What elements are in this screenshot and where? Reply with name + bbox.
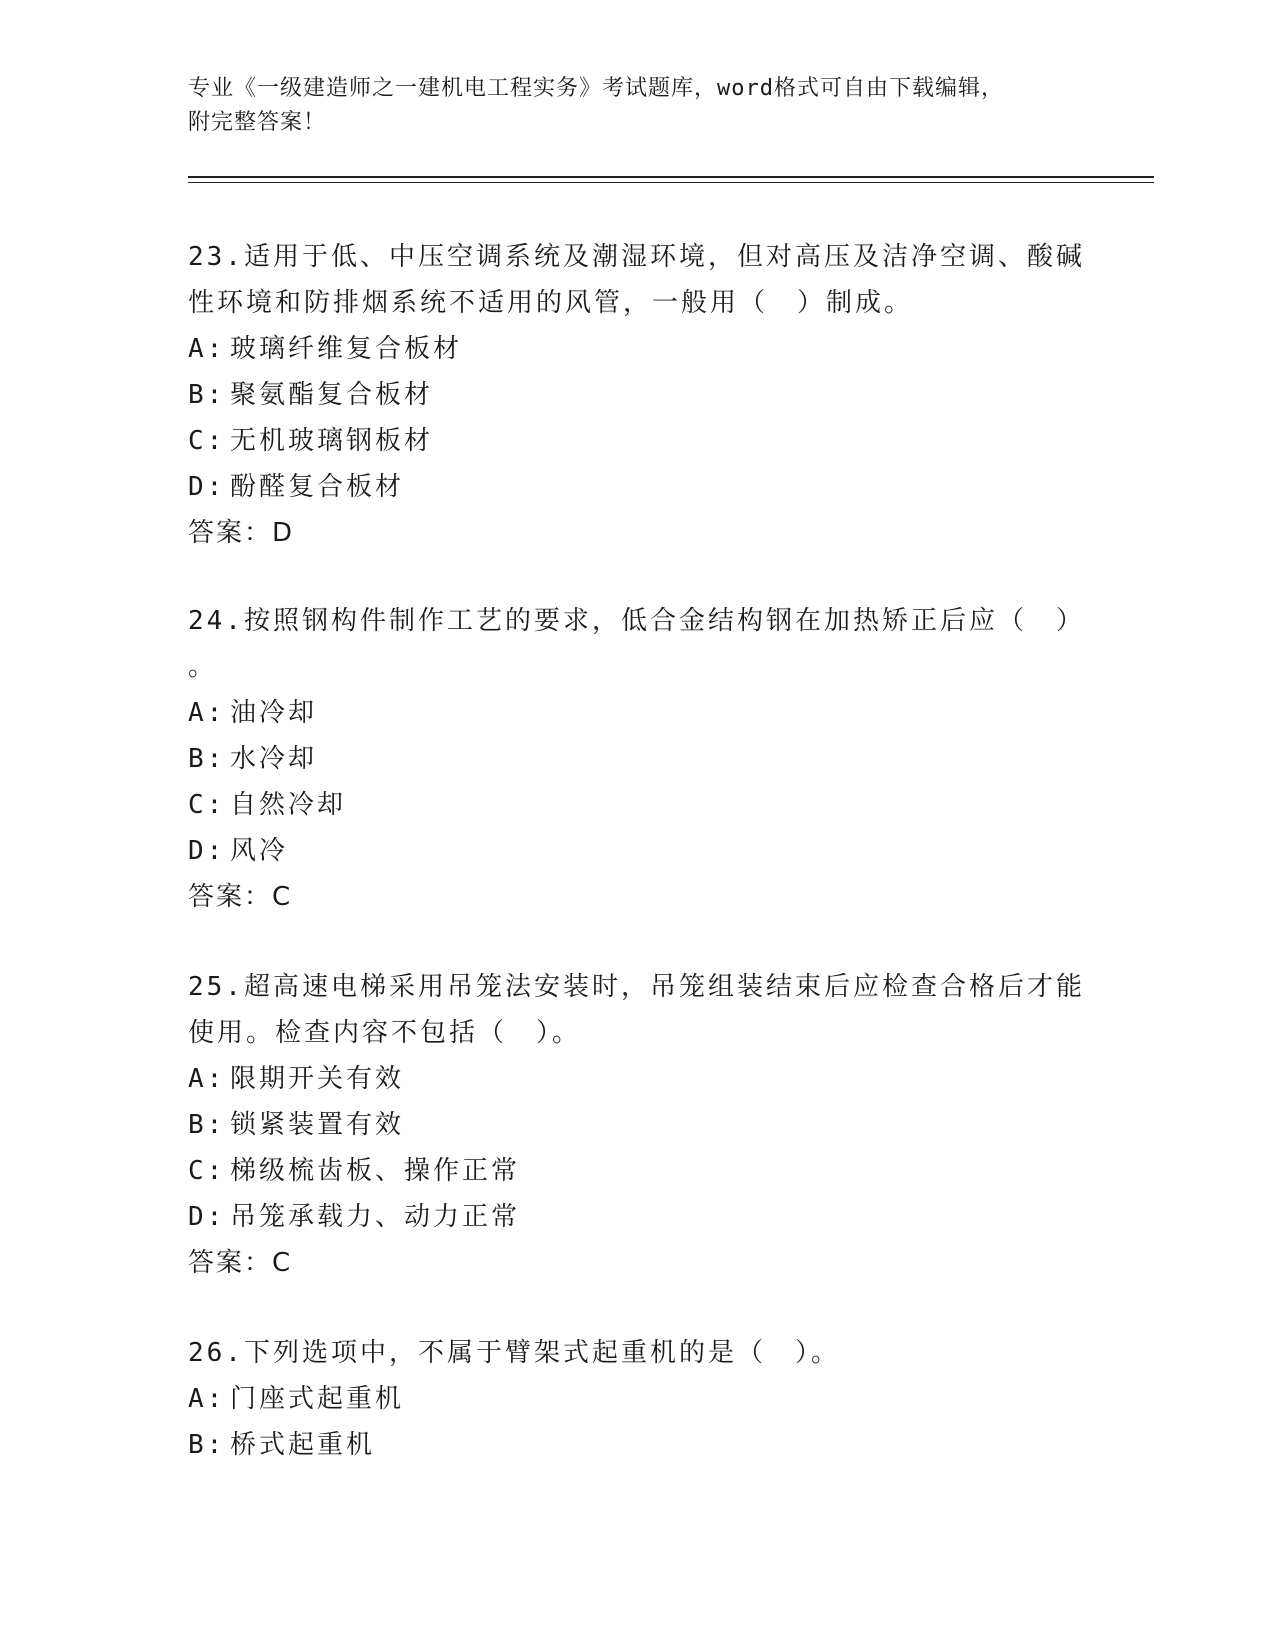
option-text: 水冷却 bbox=[230, 744, 318, 774]
option-c bbox=[188, 418, 1088, 464]
option-d bbox=[188, 464, 1088, 510]
option-a bbox=[188, 690, 1088, 736]
option-text: 无机玻璃钢板材 bbox=[230, 426, 434, 456]
option-text: 梯级梳齿板、操作正常 bbox=[230, 1156, 521, 1186]
option-text: 聚氨酯复合板材 bbox=[230, 380, 434, 410]
option-text: 吊笼承载力、动力正常 bbox=[230, 1202, 521, 1232]
option-text: 玻璃纤维复合板材 bbox=[230, 334, 463, 364]
option-text: 自然冷却 bbox=[230, 790, 347, 820]
question-stem-line: 23.适用于低、中压空调系统及潮湿环境，但对高压及洁净空调、酸碱 bbox=[188, 242, 1085, 272]
option-c bbox=[188, 782, 1088, 828]
option-d bbox=[188, 828, 1088, 874]
question-stem-line: 25.超高速电梯采用吊笼法安装时，吊笼组装结束后应检查合格后才能 bbox=[188, 972, 1085, 1002]
question-25 bbox=[188, 964, 1088, 1286]
option-b bbox=[188, 1102, 1088, 1148]
question-stem-line: 26.下列选项中，不属于臂架式起重机的是（ ）。 bbox=[188, 1338, 840, 1368]
question-23 bbox=[188, 234, 1088, 556]
option-text: 油冷却 bbox=[230, 698, 318, 728]
option-letter: B: bbox=[188, 1430, 226, 1460]
question-stem-line: 。 bbox=[188, 652, 218, 682]
question-stem-line: 使用。检查内容不包括（ ）。 bbox=[188, 1018, 582, 1048]
option-letter: B: bbox=[188, 744, 226, 774]
option-a bbox=[188, 1056, 1088, 1102]
option-letter: A: bbox=[188, 1064, 226, 1094]
answer-line: 答案：D bbox=[188, 518, 295, 548]
header-line-2: 附完整答案！ bbox=[188, 110, 327, 135]
option-text: 酚醛复合板材 bbox=[230, 472, 405, 502]
option-c bbox=[188, 1148, 1088, 1194]
option-text: 桥式起重机 bbox=[230, 1430, 376, 1460]
option-d bbox=[188, 1194, 1088, 1240]
option-letter: C: bbox=[188, 1156, 226, 1186]
option-letter: B: bbox=[188, 380, 226, 410]
option-letter: A: bbox=[188, 334, 226, 364]
question-stem-line: 性环境和防排烟系统不适用的风管，一般用（ ）制成。 bbox=[188, 288, 914, 318]
header-divider-thick bbox=[188, 176, 1154, 178]
option-text: 风冷 bbox=[230, 836, 289, 866]
header-divider-thin bbox=[188, 182, 1154, 183]
option-letter: C: bbox=[188, 426, 226, 456]
option-letter: D: bbox=[188, 836, 226, 866]
option-letter: D: bbox=[188, 472, 226, 502]
option-text: 门座式起重机 bbox=[230, 1384, 405, 1414]
option-a bbox=[188, 326, 1088, 372]
question-24 bbox=[188, 598, 1088, 920]
option-text: 锁紧装置有效 bbox=[230, 1110, 405, 1140]
header-line-1: 专业《一级建造师之一建机电工程实务》考试题库，word格式可自由下载编辑， bbox=[188, 76, 1004, 101]
question-stem-line: 24.按照钢构件制作工艺的要求，低合金结构钢在加热矫正后应（ ） bbox=[188, 606, 1085, 636]
question-26 bbox=[188, 1330, 1088, 1468]
option-letter: A: bbox=[188, 698, 226, 728]
document-header bbox=[188, 72, 1088, 140]
option-text: 限期开关有效 bbox=[230, 1064, 405, 1094]
option-letter: B: bbox=[188, 1110, 226, 1140]
option-letter: C: bbox=[188, 790, 226, 820]
option-b bbox=[188, 736, 1088, 782]
option-b bbox=[188, 1422, 1088, 1468]
option-letter: A: bbox=[188, 1384, 226, 1414]
option-a bbox=[188, 1376, 1088, 1422]
option-b bbox=[188, 372, 1088, 418]
answer-line: 答案：C bbox=[188, 882, 293, 912]
option-letter: D: bbox=[188, 1202, 226, 1232]
answer-line: 答案：C bbox=[188, 1248, 293, 1278]
